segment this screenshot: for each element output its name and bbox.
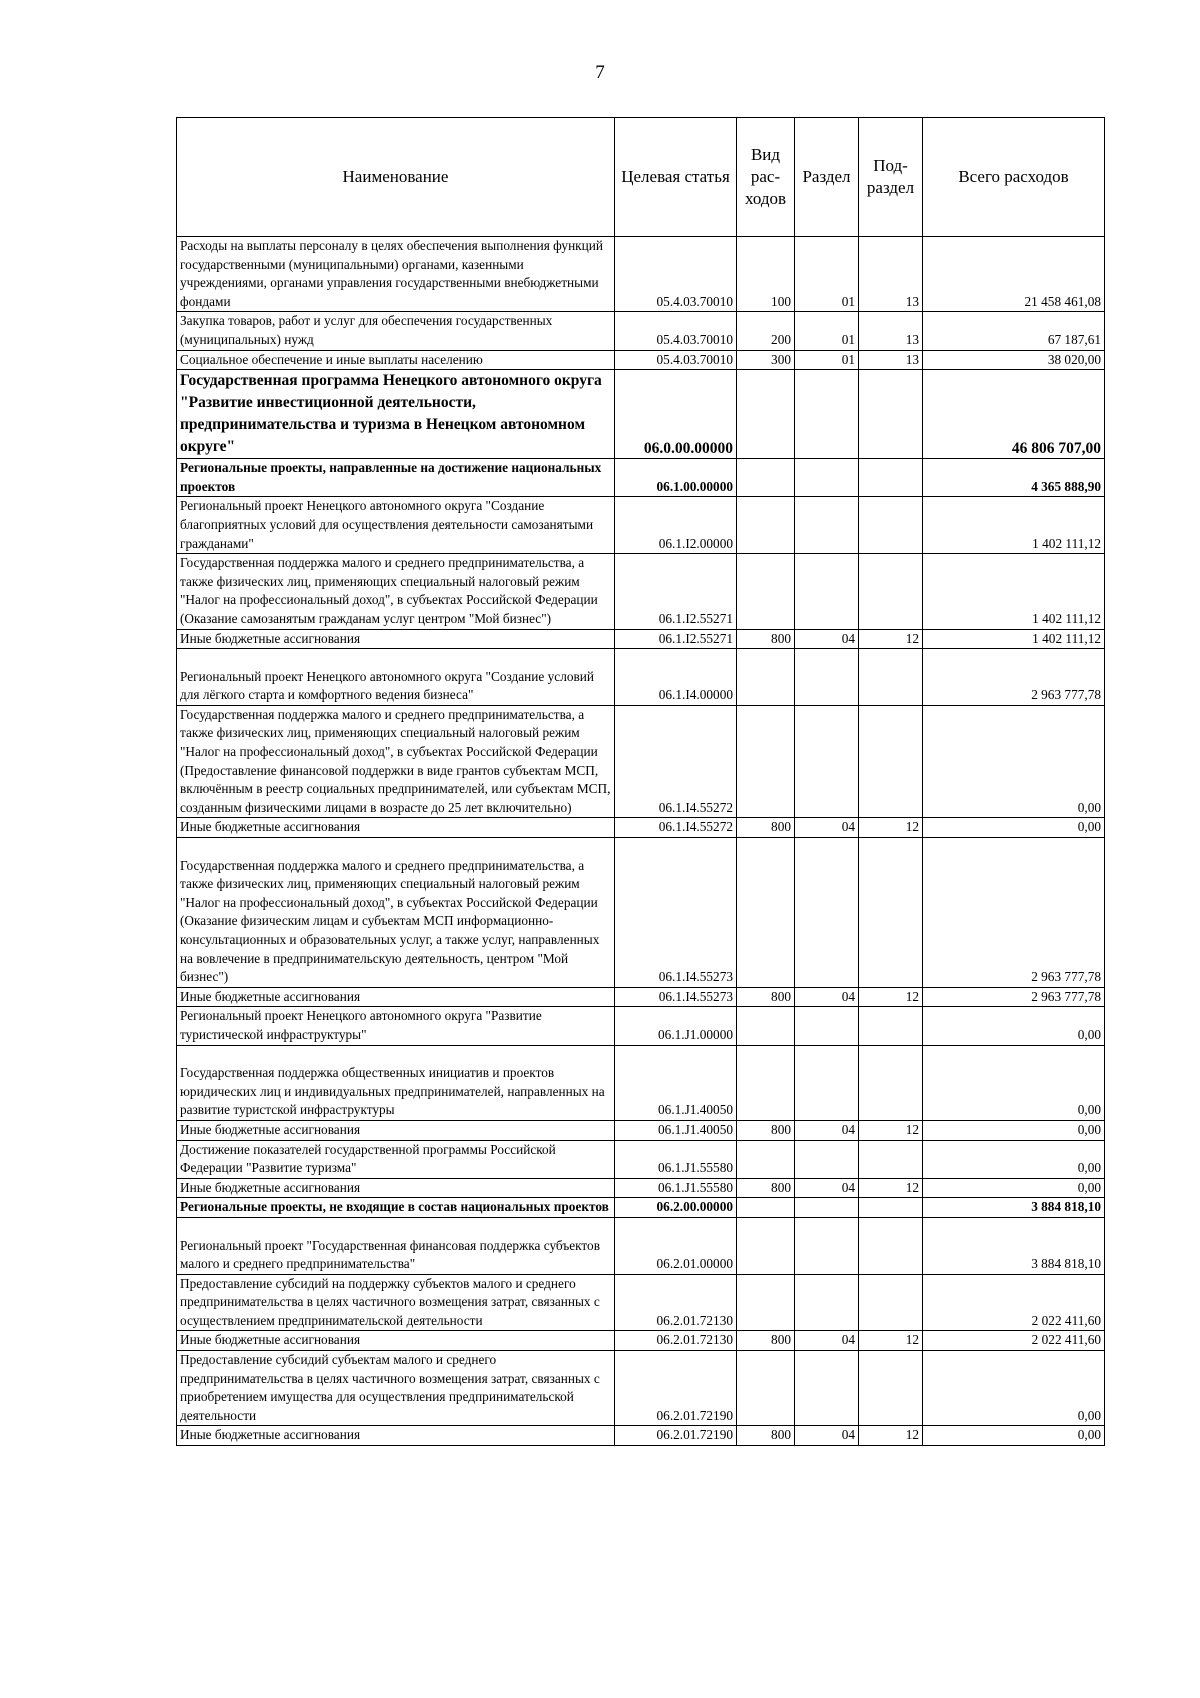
table-header-row [177,118,1105,237]
table-row [177,705,1105,818]
row-vid: 800 [737,629,795,649]
row-name: Предоставление субсидий субъектам малого и среднего предпринимательства в целях частичного возмещения затрат, связанных с приобретением имущества для осуществления предпринимательской деятельности [177,1351,615,1426]
row-podrazdel [859,1351,923,1426]
row-podrazdel: 12 [859,629,923,649]
spacer [180,838,611,857]
row-name: Иные бюджетные ассигнования [177,987,615,1007]
row-razdel [795,459,859,497]
row-razdel [795,838,859,988]
row-razdel [795,370,859,459]
spacer [180,1218,611,1237]
table-row [177,1331,1105,1351]
row-podrazdel [859,705,923,818]
row-vid [737,649,795,706]
table-row [177,1198,1105,1218]
row-name-cell [177,838,615,988]
row-total: 21 458 461,08 [923,237,1105,312]
row-code: 06.2.01.72130 [615,1274,737,1331]
row-name: Иные бюджетные ассигнования [177,1120,615,1140]
header-total: Всего расходов [923,118,1105,237]
row-vid [737,1198,795,1218]
row-razdel: 04 [795,818,859,838]
row-code: 05.4.03.70010 [615,237,737,312]
row-name: Региональные проекты, не входящие в состав национальных проектов [177,1198,615,1218]
row-total: 0,00 [923,1120,1105,1140]
row-podrazdel: 12 [859,818,923,838]
row-razdel [795,1140,859,1178]
row-name: Иные бюджетные ассигнования [177,1331,615,1351]
row-podrazdel [859,1007,923,1045]
row-razdel [795,1198,859,1218]
table-row [177,987,1105,1007]
table-row [177,838,1105,988]
row-name: Иные бюджетные ассигнования [177,1178,615,1198]
row-podrazdel: 12 [859,1331,923,1351]
row-razdel [795,1045,859,1120]
row-vid [737,554,795,629]
table-row [177,370,1105,459]
budget-table [176,117,1105,1446]
row-code: 06.2.01.72190 [615,1351,737,1426]
page-number: 7 [595,62,605,83]
row-name-cell [177,1217,615,1274]
row-vid: 800 [737,1178,795,1198]
row-vid [737,370,795,459]
row-podrazdel: 13 [859,350,923,370]
row-code: 06.2.01.72130 [615,1331,737,1351]
row-vid: 800 [737,987,795,1007]
row-vid [737,1351,795,1426]
row-vid [737,1007,795,1045]
row-name: Государственная поддержка малого и среднего предпринимательства, а также физических лиц, применяющих специальный налоговый режим "Налог на профессиональный доход", в субъектах Российской Федерации (Предоставление финансовой поддержки в виде грантов субъектам МСП, включённым в реестр социальных предпринимателей, или субъектам МСП, созданным физическими лицами в возрасте до 25 лет включительно) [177,705,615,818]
table-row [177,649,1105,706]
row-code: 06.1.J1.40050 [615,1120,737,1140]
row-total: 0,00 [923,1045,1105,1120]
row-razdel: 01 [795,350,859,370]
row-vid: 100 [737,237,795,312]
row-podrazdel [859,554,923,629]
row-name-cell [177,1045,615,1120]
row-total: 2 963 777,78 [923,838,1105,988]
row-podrazdel [859,497,923,554]
row-razdel [795,497,859,554]
table-row [177,350,1105,370]
row-code: 06.2.01.00000 [615,1217,737,1274]
table-row [177,237,1105,312]
row-total: 1 402 111,12 [923,629,1105,649]
row-name: Региональный проект "Государственная финансовая поддержка субъектов малого и среднего предпринимательства" [180,1237,600,1272]
row-code: 06.1.I4.55272 [615,705,737,818]
row-name: Социальное обеспечение и иные выплаты населению [177,350,615,370]
row-total: 2 022 411,60 [923,1331,1105,1351]
table-row [177,1351,1105,1426]
row-name: Государственная поддержка малого и среднего предпринимательства, а также физических лиц, применяющих специальный налоговый режим "Налог на профессиональный доход", в субъектах Российской Федерации (Оказание самозанятым гражданам услуг центром "Мой бизнес") [177,554,615,629]
row-code: 06.1.00.00000 [615,459,737,497]
row-name: Иные бюджетные ассигнования [177,629,615,649]
table-row [177,1007,1105,1045]
table-row [177,1274,1105,1331]
row-razdel [795,1217,859,1274]
row-razdel: 04 [795,1331,859,1351]
row-vid: 200 [737,312,795,350]
row-razdel [795,1274,859,1331]
row-podrazdel: 12 [859,987,923,1007]
row-code: 06.1.J1.40050 [615,1045,737,1120]
row-total: 2 022 411,60 [923,1274,1105,1331]
row-code: 06.1.J1.00000 [615,1007,737,1045]
table-row [177,629,1105,649]
table-row [177,1217,1105,1274]
row-name: Региональные проекты, направленные на достижение национальных проектов [177,459,615,497]
row-total: 2 963 777,78 [923,987,1105,1007]
row-vid [737,705,795,818]
row-name: Расходы на выплаты персоналу в целях обеспечения выполнения функций государственными (муниципальными) органами, казенными учреждениями, органами управления государственными внебюджетными фондами [177,237,615,312]
table-row [177,1140,1105,1178]
row-code: 06.1.I4.55273 [615,838,737,988]
header-name: Наименование [177,118,615,237]
table-row [177,312,1105,350]
row-razdel: 04 [795,1178,859,1198]
table-row [177,459,1105,497]
row-total: 4 365 888,90 [923,459,1105,497]
row-razdel [795,554,859,629]
row-name: Региональный проект Ненецкого автономного округа "Создание условий для лёгкого старта и комфортного ведения бизнеса" [180,668,594,703]
row-vid: 800 [737,818,795,838]
row-name-cell [177,649,615,706]
row-vid [737,838,795,988]
row-razdel: 04 [795,1120,859,1140]
row-name: Региональный проект Ненецкого автономного округа "Создание благоприятных условий для осуществления деятельности самозанятыми гражданами" [177,497,615,554]
row-vid [737,497,795,554]
row-total: 0,00 [923,705,1105,818]
row-name: Достижение показателей государственной программы Российской Федерации "Развитие туризма" [177,1140,615,1178]
row-vid: 800 [737,1120,795,1140]
row-name: Государственная поддержка малого и среднего предпринимательства, а также физических лиц, применяющих специальный налоговый режим "Налог на профессиональный доход", в субъектах Российской Федерации (Оказание физическим лицам и субъектам МСП информационно-консультационных и образовательных услуг, а также услуг, направленных на вовлечение в предпринимательскую деятельность, центром "Мой бизнес") [180,857,600,985]
table-row [177,554,1105,629]
row-razdel [795,1351,859,1426]
row-name: Предоставление субсидий на поддержку субъектов малого и среднего предпринимательства в целях частичного возмещения затрат, связанных с осуществлением предпринимательской деятельности [177,1274,615,1331]
row-podrazdel [859,370,923,459]
table-row [177,1045,1105,1120]
header-vid: Вид рас- ходов [737,118,795,237]
row-razdel: 04 [795,987,859,1007]
row-razdel: 01 [795,312,859,350]
row-razdel: 04 [795,1426,859,1446]
row-code: 06.1.J1.55580 [615,1178,737,1198]
row-razdel: 04 [795,629,859,649]
row-total: 0,00 [923,1351,1105,1426]
row-vid: 800 [737,1426,795,1446]
row-podrazdel: 12 [859,1120,923,1140]
row-razdel [795,705,859,818]
row-podrazdel [859,1045,923,1120]
row-code: 06.0.00.00000 [615,370,737,459]
table-row [177,1178,1105,1198]
row-podrazdel [859,459,923,497]
row-code: 06.1.I2.55271 [615,629,737,649]
row-podrazdel: 12 [859,1178,923,1198]
row-total: 0,00 [923,1140,1105,1178]
header-razdel: Раздел [795,118,859,237]
row-podrazdel [859,1198,923,1218]
row-code: 06.1.I2.55271 [615,554,737,629]
row-name: Государственная программа Ненецкого автономного округа "Развитие инвестиционной деятельности, предпринимательства и туризма в Ненецком автономном округе" [177,370,615,459]
row-vid: 300 [737,350,795,370]
spacer [180,649,611,668]
row-vid [737,1045,795,1120]
row-code: 05.4.03.70010 [615,350,737,370]
table-row [177,818,1105,838]
row-name: Государственная поддержка общественных инициатив и проектов юридических лиц и индивидуальных предпринимателей, направленных на развитие туристской инфраструктуры [180,1065,605,1118]
row-razdel [795,1007,859,1045]
row-total: 0,00 [923,1426,1105,1446]
row-podrazdel [859,838,923,988]
table-row [177,497,1105,554]
row-code: 06.2.01.72190 [615,1426,737,1446]
header-podrazdel: Под- раздел [859,118,923,237]
row-total: 67 187,61 [923,312,1105,350]
row-code: 05.4.03.70010 [615,312,737,350]
row-vid: 800 [737,1331,795,1351]
row-vid [737,1217,795,1274]
table-row [177,1426,1105,1446]
row-podrazdel: 13 [859,237,923,312]
row-podrazdel: 12 [859,1426,923,1446]
row-vid [737,1274,795,1331]
row-podrazdel [859,1140,923,1178]
row-vid [737,1140,795,1178]
row-code: 06.1.I4.00000 [615,649,737,706]
row-podrazdel: 13 [859,312,923,350]
table-row [177,1120,1105,1140]
row-name: Иные бюджетные ассигнования [177,1426,615,1446]
row-podrazdel [859,1217,923,1274]
row-podrazdel [859,649,923,706]
row-name: Закупка товаров, работ и услуг для обеспечения государственных (муниципальных) нужд [177,312,615,350]
row-total: 38 020,00 [923,350,1105,370]
row-razdel [795,649,859,706]
row-total: 1 402 111,12 [923,497,1105,554]
row-name: Региональный проект Ненецкого автономного округа "Развитие туристической инфраструктуры" [177,1007,615,1045]
row-vid [737,459,795,497]
row-total: 0,00 [923,1007,1105,1045]
row-razdel: 01 [795,237,859,312]
header-target: Целевая статья [615,118,737,237]
row-total: 1 402 111,12 [923,554,1105,629]
row-total: 46 806 707,00 [923,370,1105,459]
row-name: Иные бюджетные ассигнования [177,818,615,838]
row-total: 3 884 818,10 [923,1198,1105,1218]
row-code: 06.1.I2.00000 [615,497,737,554]
row-code: 06.1.I4.55272 [615,818,737,838]
row-total: 2 963 777,78 [923,649,1105,706]
row-total: 0,00 [923,818,1105,838]
row-code: 06.1.J1.55580 [615,1140,737,1178]
row-code: 06.1.I4.55273 [615,987,737,1007]
spacer [180,1046,611,1065]
row-code: 06.2.00.00000 [615,1198,737,1218]
row-total: 3 884 818,10 [923,1217,1105,1274]
row-podrazdel [859,1274,923,1331]
row-total: 0,00 [923,1178,1105,1198]
